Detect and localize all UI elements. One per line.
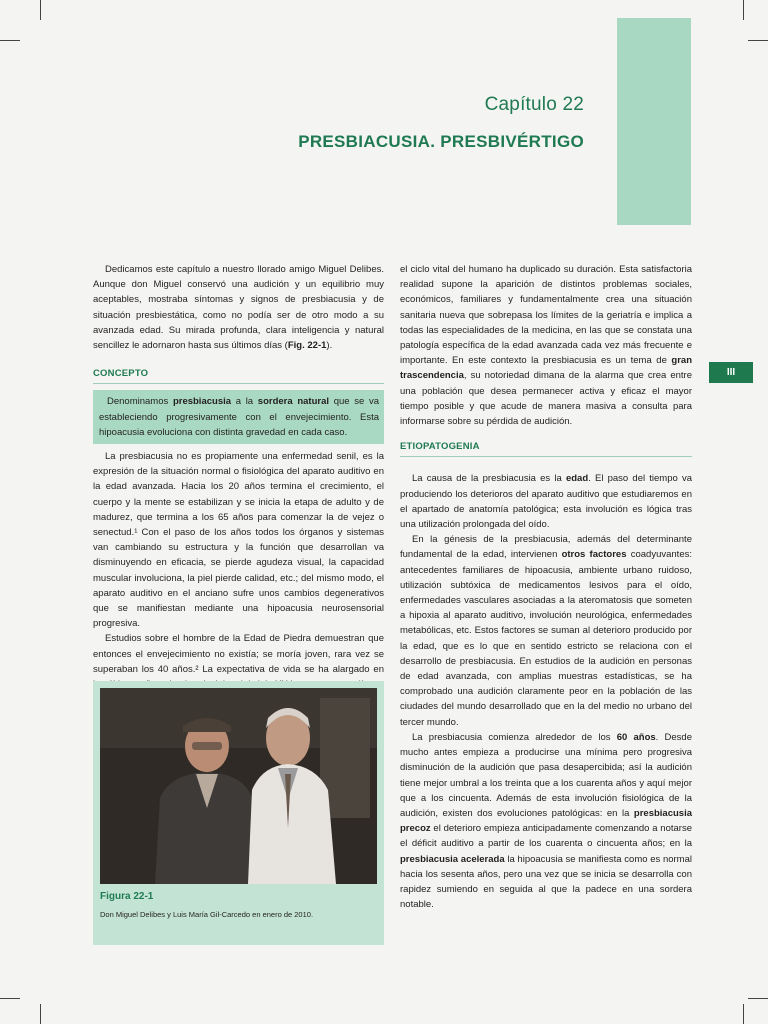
left-column: [93, 262, 384, 692]
body-paragraph: La presbiacusia comienza alrededor de los 60 años. Desde mucho antes empieza a producirse una mínima pero progresiva disminución de la audición que pasa desapercibida; así la audición tiene mejor umbral a los treinta que a los cuarenta años y aquí mejor que a los cincuenta. Además de esta involución fisiológica de la audición, existen dos evoluciones patológicas: en la presbiacusia precoz el deterioro empieza anticipadamente comenzando a notarse el déficit auditivo a partir de los cuarenta o cincuenta años; en la presbiacusia acelerada la hipoacusia se manifiesta como es normal hacia los sesenta años, pero una vez que se inicia se desarrolla con rapidez sumiendo en seguida al que la padece en una sordera notable.: [400, 731, 692, 911]
photo-two-men: [100, 688, 377, 884]
section-heading-concepto: CONCEPTO: [93, 366, 384, 384]
crop-mark: [748, 40, 768, 41]
intro-paragraph: Dedicamos este capítulo a nuestro llorado amigo Miguel Delibes. Aunque don Miguel conservó una audición y un equilibrio muy aceptables, mostraba síntomas y signos de presbiacusia y de situación presbiestática, como no podía ser de otro modo a su avanzada edad. Su mirada profunda, clara inteligencia y natural sencillez le adornaron hasta sus últimos días (Fig. 22-1).: [93, 264, 384, 352]
body-paragraph: En la génesis de la presbiacusia, además del determinante fundamental de la edad, intervienen otros factores coadyuvantes: antecedentes familiares de hipoacusia, ambiente urbano ruidoso, utilización subtóxica de medicamentos lesivos para el oído, enfermedades vasculares asociadas a la ateromatosis que someten a hipoxia al aparato auditivo, involución neurológica, enfermedades metabólicas, etc. Estos factores se suman al deterioro producido por la edad, que es lo que en sentido estricto se relaciona con el desarrollo de presbiacusia. En estudios de la audición en personas de edad avanzada, con amplias muestras estadísticas, se ha comprobado una audición claramente peor en la población de las ciudades del mundo desarrollado que en la del medio no urbano del tercer mundo.: [400, 534, 692, 728]
figure-caption: Don Miguel Delibes y Luis María Gil-Carcedo en enero de 2010.: [100, 910, 314, 919]
crop-mark: [748, 998, 768, 999]
right-column: [400, 262, 692, 912]
crop-mark: [743, 1004, 744, 1024]
body-paragraph: el ciclo vital del humano ha duplicado su duración. Esta satisfactoria realidad supone la aparición de distintos problemas sociales, económicos, familiares y fundamentalmente crea una situación sanitaria nueva que sobrepasa los límites de la geriatría e implica a todas las especialidades de la medicina, en las que se constata una patología específica de la edad avanzada cada vez más frecuente e importante. En este contexto la presbiacusia es un tema de gran trascendencia, su notoriedad dimana de la alarma que crea entre una población que desea permanecer activa y eficaz el mayor tiempo posible y que acude de manera masiva a consulta para informarse sobre su pérdida de audición.: [400, 264, 692, 428]
crop-mark: [40, 1004, 41, 1024]
crop-mark: [0, 40, 20, 41]
definition-box: [93, 390, 384, 444]
chapter-color-band: [617, 18, 691, 225]
photo-illustration: [100, 688, 377, 884]
figure-reference: Fig. 22-1: [287, 340, 327, 352]
figure-22-1: [93, 681, 384, 945]
crop-mark: [40, 0, 41, 20]
figure-title: Figura 22-1: [100, 891, 154, 902]
body-paragraph: La causa de la presbiacusia es la edad. El paso del tiempo va produciendo los deterioros del aparato auditivo que estudiaremos en el apartado de anatomía patológica; esta involución es lógica tras una utilización prolongada del oído.: [400, 473, 693, 531]
section-heading-etiopatogenia: ETIOPATOGENIA: [400, 439, 692, 457]
chapter-number: Capítulo 22: [484, 94, 584, 115]
body-paragraph: La presbiacusia no es propiamente una enfermedad senil, es la expresión de la situación normal o fisiológica del aparato auditivo en la edad avanzada. Hacia los 20 años termina el crecimiento, el cuerpo y la mente se estabilizan y se inicia la etapa de adulto y de madurez, que termina a los 65 años para comenzar la de vejez o senectud.¹ Con el paso de los años todos los órganos y sistemas van cambiando su estructura y la función que desarrollan va disminuyendo en eficacia, se pierde agudeza visual, la capacidad muscular involuciona, la piel pierde calidad, etc.; del mismo modo, el aparato auditivo en el anciano sufre unos cambios degenerativos que se manifiestan mediante una hipoacusia neurosensorial progresiva.: [93, 451, 384, 630]
definition-text: Denominamos presbiacusia a la sordera natural que se va estableciendo progresivamente con el envejecimiento. Esta hipoacusia evoluciona con distinta gravedad en cada caso.: [99, 396, 379, 438]
section-tab: III: [709, 362, 753, 383]
chapter-title: PRESBIACUSIA. PRESBIVÉRTIGO: [298, 132, 584, 151]
body-paragraph: Estudios sobre el hombre de la Edad de Piedra demuestran que entonces el envejecimiento no existía; se moría joven, rara vez se superaban los 40 años.² La expectativa de vida se ha alargado en: [93, 633, 384, 675]
crop-mark: [743, 0, 744, 20]
crop-mark: [0, 998, 20, 999]
